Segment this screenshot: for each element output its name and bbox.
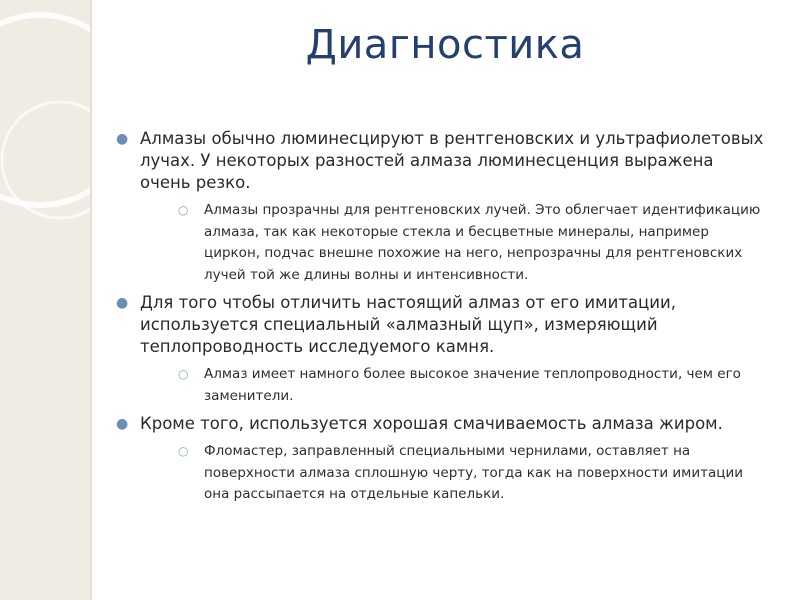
sub-bullet-item [108,364,768,407]
sub-bullet-item [108,441,768,506]
sub-bullet-text: Фломастер, заправленный специальными чернилами, оставляет на поверхности алмаза сплошную черту, тогда как на поверхности имитации она рассыпается на отдельные капельки. [204,443,744,502]
bullet-circle-icon: ○ [178,444,189,458]
bullet-text: Кроме того, используется хорошая смачиваемость алмаза жиром. [140,414,723,433]
bullet-text: Алмазы обычно люминесцируют в рентгеновских и ультрафиолетовых лучах. У некоторых разностей алмаза люминесценция выражена очень резко. [140,129,764,192]
decorative-circles-icon [0,0,90,600]
slide-title: Диагностика [305,22,585,68]
bullet-text: Для того чтобы отличить настоящий алмаз от его имитации, используется специальный «алмазный щуп», измеряющий теплопроводность исследуемого камня. [140,293,676,356]
sub-bullet-text: Алмаз имеет намного более высокое значение теплопроводности, чем его заменители. [204,366,741,404]
sub-bullet-text: Алмазы прозрачны для рентгеновских лучей. Это облегчает идентификацию алмаза, так как некоторые стекла и бесцветные минералы, например циркон, подчас внешне похожие на него, непрозрачны для рентгеновских лучей той же длины волны и интенсивности. [204,202,761,283]
bullet-circle-icon: ○ [178,367,189,381]
bullet-circle-icon: ○ [178,203,189,217]
slide-content [108,128,768,512]
bullet-item [108,413,768,435]
bullet-dot-icon: ● [116,131,129,147]
bullet-item [108,128,768,194]
sub-bullet-item [108,200,768,286]
bullet-dot-icon: ● [116,295,129,311]
bullet-dot-icon: ● [116,416,129,432]
decorative-side-panel [0,0,92,600]
bullet-item [108,292,768,358]
